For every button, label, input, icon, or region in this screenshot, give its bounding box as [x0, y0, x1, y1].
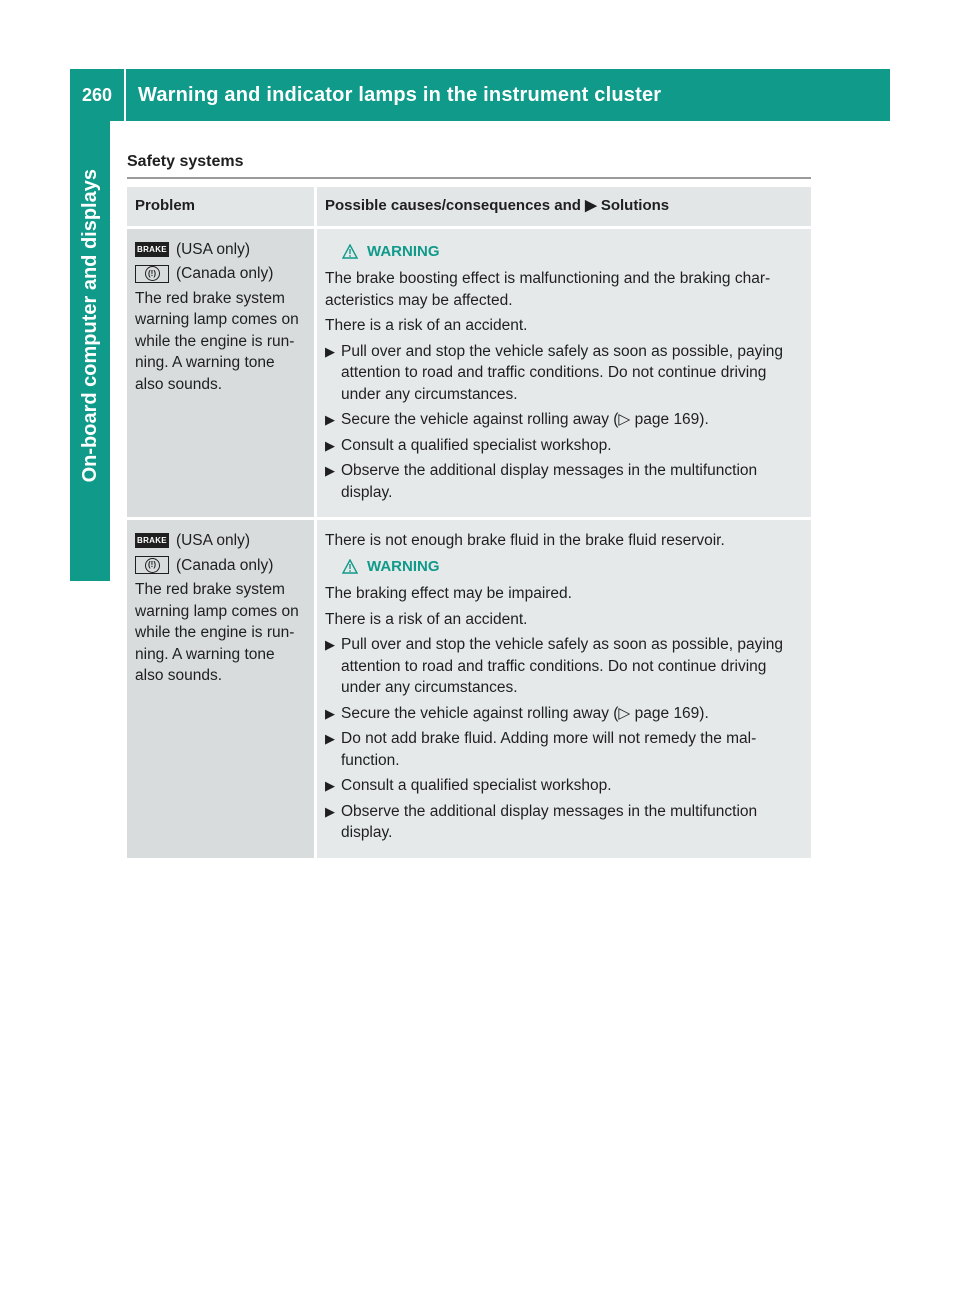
canada-label: (Canada only) [176, 265, 274, 282]
brake-lamp-icon: BRAKE [135, 242, 169, 257]
warning-triangle-icon [342, 559, 358, 574]
solution-step-text: Pull over and stop the vehicle safely as soon as possible, paying attention to road and traffic conditions. Do not continue driving under any circumstances. [341, 636, 784, 696]
cause-intro: There is not enough brake fluid in the brake fluid reservoir. [325, 532, 725, 549]
solution-step-text: Do not add brake fluid. Adding more will not remedy the mal-function. [341, 730, 757, 769]
usa-label: (USA only) [175, 532, 251, 549]
consequence-paragraph: The brake boosting effect is malfunctioning and the braking char-acteristics may be affected. [325, 270, 771, 309]
solution-step [325, 409, 803, 431]
solution-step-text: Consult a qualified specialist workshop. [341, 436, 612, 454]
solution-step-text: Pull over and stop the vehicle safely as soon as possible, paying attention to road and traffic conditions. Do not continue driving under any circumstances. [341, 342, 784, 403]
side-tab-marker [70, 541, 110, 581]
solution-step [325, 460, 803, 503]
usa-label: (USA only) [175, 240, 251, 258]
column-header-problem: Problem [127, 187, 314, 229]
side-tab [70, 121, 110, 581]
problem-cell [127, 520, 314, 858]
problem-description: The red brake system warning lamp comes on while the engine is run-ning. A warning tone also sounds. [135, 289, 299, 393]
warning-label: WARNING [367, 557, 440, 575]
warning-triangle-icon [342, 244, 358, 259]
consequence-paragraph: There is a risk of an accident. [325, 317, 528, 334]
step-arrow-icon: ▶ [325, 778, 335, 793]
step-arrow-icon: ▶ [325, 412, 335, 427]
table-row [127, 229, 811, 521]
solution-step [325, 341, 803, 406]
step-arrow-icon: ▶ [325, 343, 335, 359]
solution-step [325, 435, 803, 457]
table-row [127, 520, 811, 858]
solution-cell [314, 520, 811, 858]
lamp-canada-line [135, 263, 306, 285]
table-header-row [127, 187, 811, 229]
brake-lamp-icon: BRAKE [135, 533, 169, 548]
lamp-usa-line [135, 239, 306, 261]
consequence-paragraph: There is a risk of an accident. [325, 610, 528, 628]
step-arrow-icon: ▶ [325, 705, 335, 721]
lamp-canada-line [135, 555, 306, 577]
lamp-usa-line [135, 530, 306, 552]
solution-step [325, 634, 803, 699]
solution-step [325, 728, 803, 771]
step-arrow-icon: ▶ [325, 637, 335, 652]
side-tab-label: On-board computer and displays [78, 169, 101, 483]
brake-warning-circle-glyph: (!) [145, 266, 160, 281]
warning-line [325, 241, 803, 263]
step-arrow-icon: ▶ [325, 731, 335, 746]
brake-warning-circle-icon [135, 265, 169, 283]
solution-step [325, 703, 803, 725]
brake-warning-circle-glyph: (!) [145, 558, 160, 573]
solution-step [325, 775, 803, 797]
solution-step-text: Observe the additional display messages in the multifunction display. [341, 802, 758, 841]
solution-step-text: Secure the vehicle against rolling away (▷ page 169). [341, 411, 709, 428]
warning-line [325, 556, 803, 578]
section-divider [127, 177, 811, 179]
problem-cell [127, 229, 314, 521]
page-header [70, 69, 890, 121]
problem-description: The red brake system warning lamp comes on while the engine is run-ning. A warning tone also sounds. [135, 581, 299, 684]
solution-step [325, 801, 803, 844]
solution-cell [314, 229, 811, 521]
brake-warning-circle-icon [135, 556, 169, 574]
step-arrow-icon: ▶ [325, 463, 335, 478]
chapter-title: Warning and indicator lamps in the instrument cluster [138, 83, 662, 106]
section-heading: Safety systems [127, 153, 244, 170]
consequence-paragraph: The braking effect may be impaired. [325, 585, 572, 602]
solution-step-text: Observe the additional display messages in the multifunction display. [341, 462, 758, 501]
step-arrow-icon: ▶ [325, 803, 335, 819]
page-number: 260 [70, 69, 126, 121]
step-arrow-icon: ▶ [325, 437, 335, 453]
solution-step-text: Consult a qualified specialist workshop. [341, 777, 612, 794]
problem-table [127, 187, 811, 858]
canada-label: (Canada only) [176, 556, 274, 574]
solution-step-text: Secure the vehicle against rolling away (▷ page 169). [341, 704, 709, 722]
warning-label: WARNING [367, 242, 440, 260]
column-header-solutions: Possible causes/consequences and ▶ Solutions [314, 187, 811, 229]
